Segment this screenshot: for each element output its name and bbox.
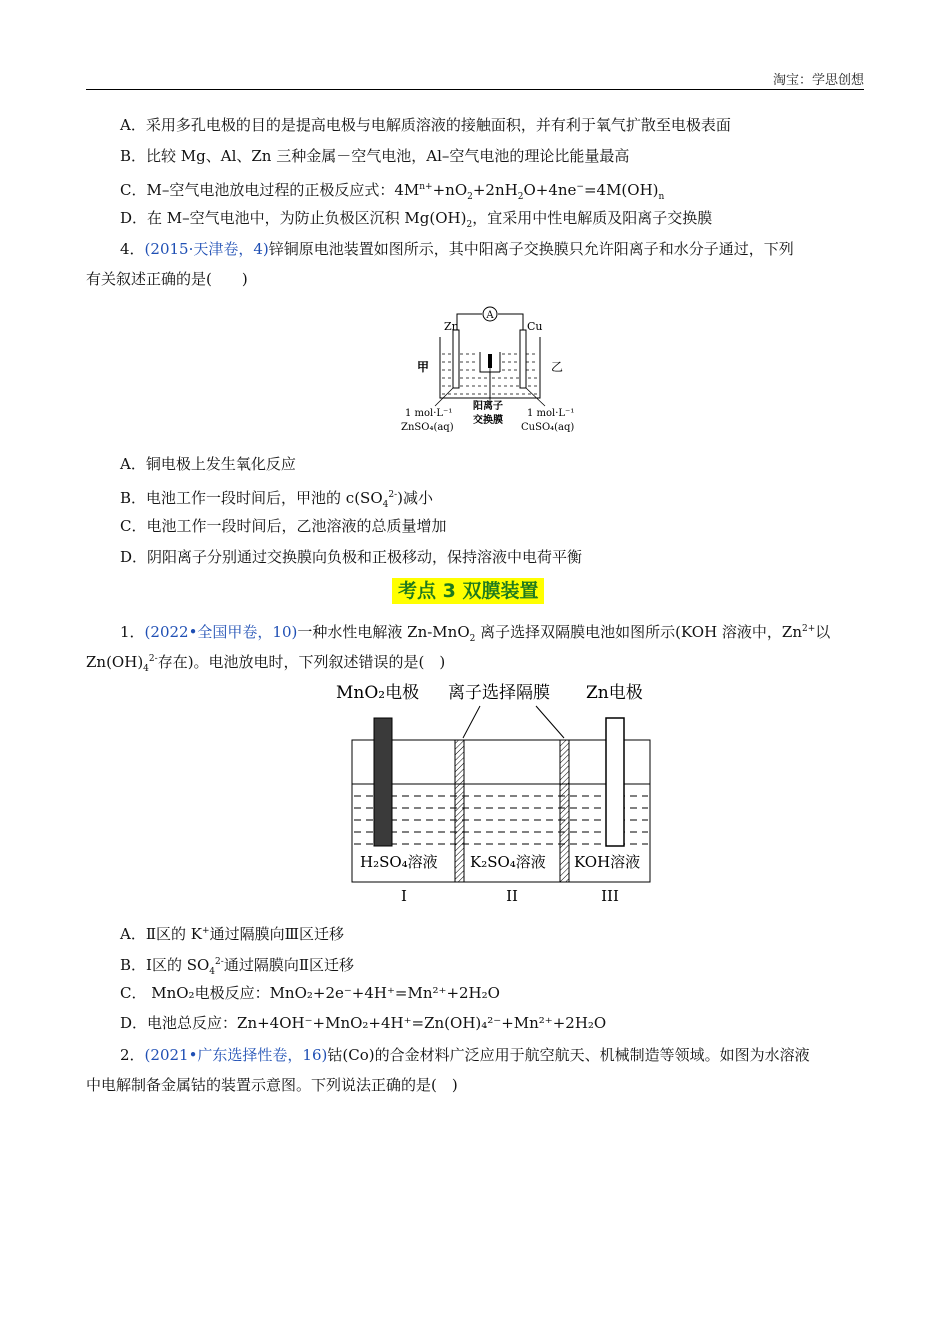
cu-label: Cu xyxy=(527,320,543,333)
cu-electrode xyxy=(520,330,526,388)
cell-right-label: 乙 xyxy=(551,360,564,374)
left-conc: 1 mol·L⁻¹ xyxy=(405,408,453,419)
zn-label: Zn xyxy=(444,320,459,333)
zn-electrode-label: Zn电极 xyxy=(586,683,643,703)
prev-option-c: C．M–空气电池放电过程的正极反应式：$4M^{n+}+nO_2+2nH_2O+4ne^-=4M(OH)_n$ xyxy=(120,181,665,202)
q4-figure-zn-cu-cell xyxy=(395,302,595,442)
header-divider xyxy=(86,89,864,90)
region-3-label: III xyxy=(601,887,619,905)
membrane-left xyxy=(455,740,464,882)
prev-option-a: A．采用多孔电极的目的是提高电极与电解质溶液的接触面积，并有利于氧气扩散至电极表面 xyxy=(120,116,731,134)
right-solution: CuSO₄(aq) xyxy=(521,422,575,433)
zn-electrode xyxy=(453,330,459,388)
header-brand: 淘宝：学思创想 xyxy=(772,73,864,88)
membrane-right xyxy=(560,740,569,882)
membrane-label-2: 交换膜 xyxy=(473,415,503,426)
q1-option-d: D．电池总反应：Zn+4OH⁻+MnO₂+4H⁺=Zn(OH)₄²⁻+Mn²⁺+2H₂O xyxy=(120,1014,607,1032)
membrane-label-1: 阳离子 xyxy=(473,401,503,412)
right-conc: 1 mol·L⁻¹ xyxy=(527,408,575,419)
region-2-label: II xyxy=(506,887,518,905)
section-title: 考点 3 双膜装置 xyxy=(392,578,544,604)
q1-stem-line1: 1．(2022•全国甲卷，10)一种水性电解液 Zn-MnO$_2$ 离子选择双隔膜电池如图所示(KOH 溶液中，$Zn^{2+}$以 xyxy=(120,623,831,644)
q1-option-b: B．Ⅰ区的 $SO_4^{2-}$通过隔膜向Ⅱ区迁移 xyxy=(120,956,355,977)
q4-option-b: B．电池工作一段时间后，甲池的 $c(SO_4^{2-})$减小 xyxy=(120,489,433,510)
zn-electrode xyxy=(606,718,624,846)
q2-stem-line2: 中电解制备金属钴的装置示意图。下列说法正确的是( ) xyxy=(86,1076,458,1094)
region-1-label: I xyxy=(401,887,407,905)
solution-2-label: K₂SO₄溶液 xyxy=(470,853,546,871)
q4-option-d: D．阴阳离子分别通过交换膜向负极和正极移动，保持溶液中电荷平衡 xyxy=(120,548,583,566)
ammeter-label: A xyxy=(486,310,494,321)
solution-1-label: H₂SO₄溶液 xyxy=(360,853,438,871)
cell-left-label: 甲 xyxy=(417,360,430,374)
q1-option-c: C． MnO₂电极反应：MnO₂+2e⁻+4H⁺=Mn²⁺+2H₂O xyxy=(120,984,500,1002)
prev-option-b: B．比较 Mg、Al、Zn 三种金属－空气电池，Al–空气电池的理论比能量最高 xyxy=(120,147,630,165)
q4-option-c: C．电池工作一段时间后，乙池溶液的总质量增加 xyxy=(120,517,447,535)
q4-option-a: A．铜电极上发生氧化反应 xyxy=(120,455,296,473)
prev-option-d: D．在 M–空气电池中，为防止负极区沉积 $Mg(OH)_2$，宜采用中性电解质及阳离子交换膜 xyxy=(120,209,713,230)
q1-stem-line2: $Zn(OH)_4^{2-}$存在)。电池放电时，下列叙述错误的是( ) xyxy=(86,653,446,674)
membrane-label: 离子选择隔膜 xyxy=(448,683,550,703)
q4-stem-line1: 4．(2015·天津卷，4)锌铜原电池装置如图所示，其中阳离子交换膜只允许阳离子和水分子通过，下列 xyxy=(120,240,794,258)
q2-stem-line1: 2．(2021•广东选择性卷，16)钴(Co)的合金材料广泛应用于航空航天、机械制造等领域。如图为水溶液 xyxy=(120,1046,810,1064)
left-solution: ZnSO₄(aq) xyxy=(401,422,454,433)
q4-stem-line2: 有关叙述正确的是( ) xyxy=(86,270,248,288)
mno2-electrode-label: MnO₂电极 xyxy=(336,683,420,703)
solution-3-label: KOH溶液 xyxy=(574,853,641,871)
q1-figure-double-membrane-cell xyxy=(330,676,670,908)
q1-option-a: A．Ⅱ区的 K+通过隔膜向Ⅲ区迁移 xyxy=(120,925,345,943)
mno2-electrode xyxy=(374,718,392,846)
